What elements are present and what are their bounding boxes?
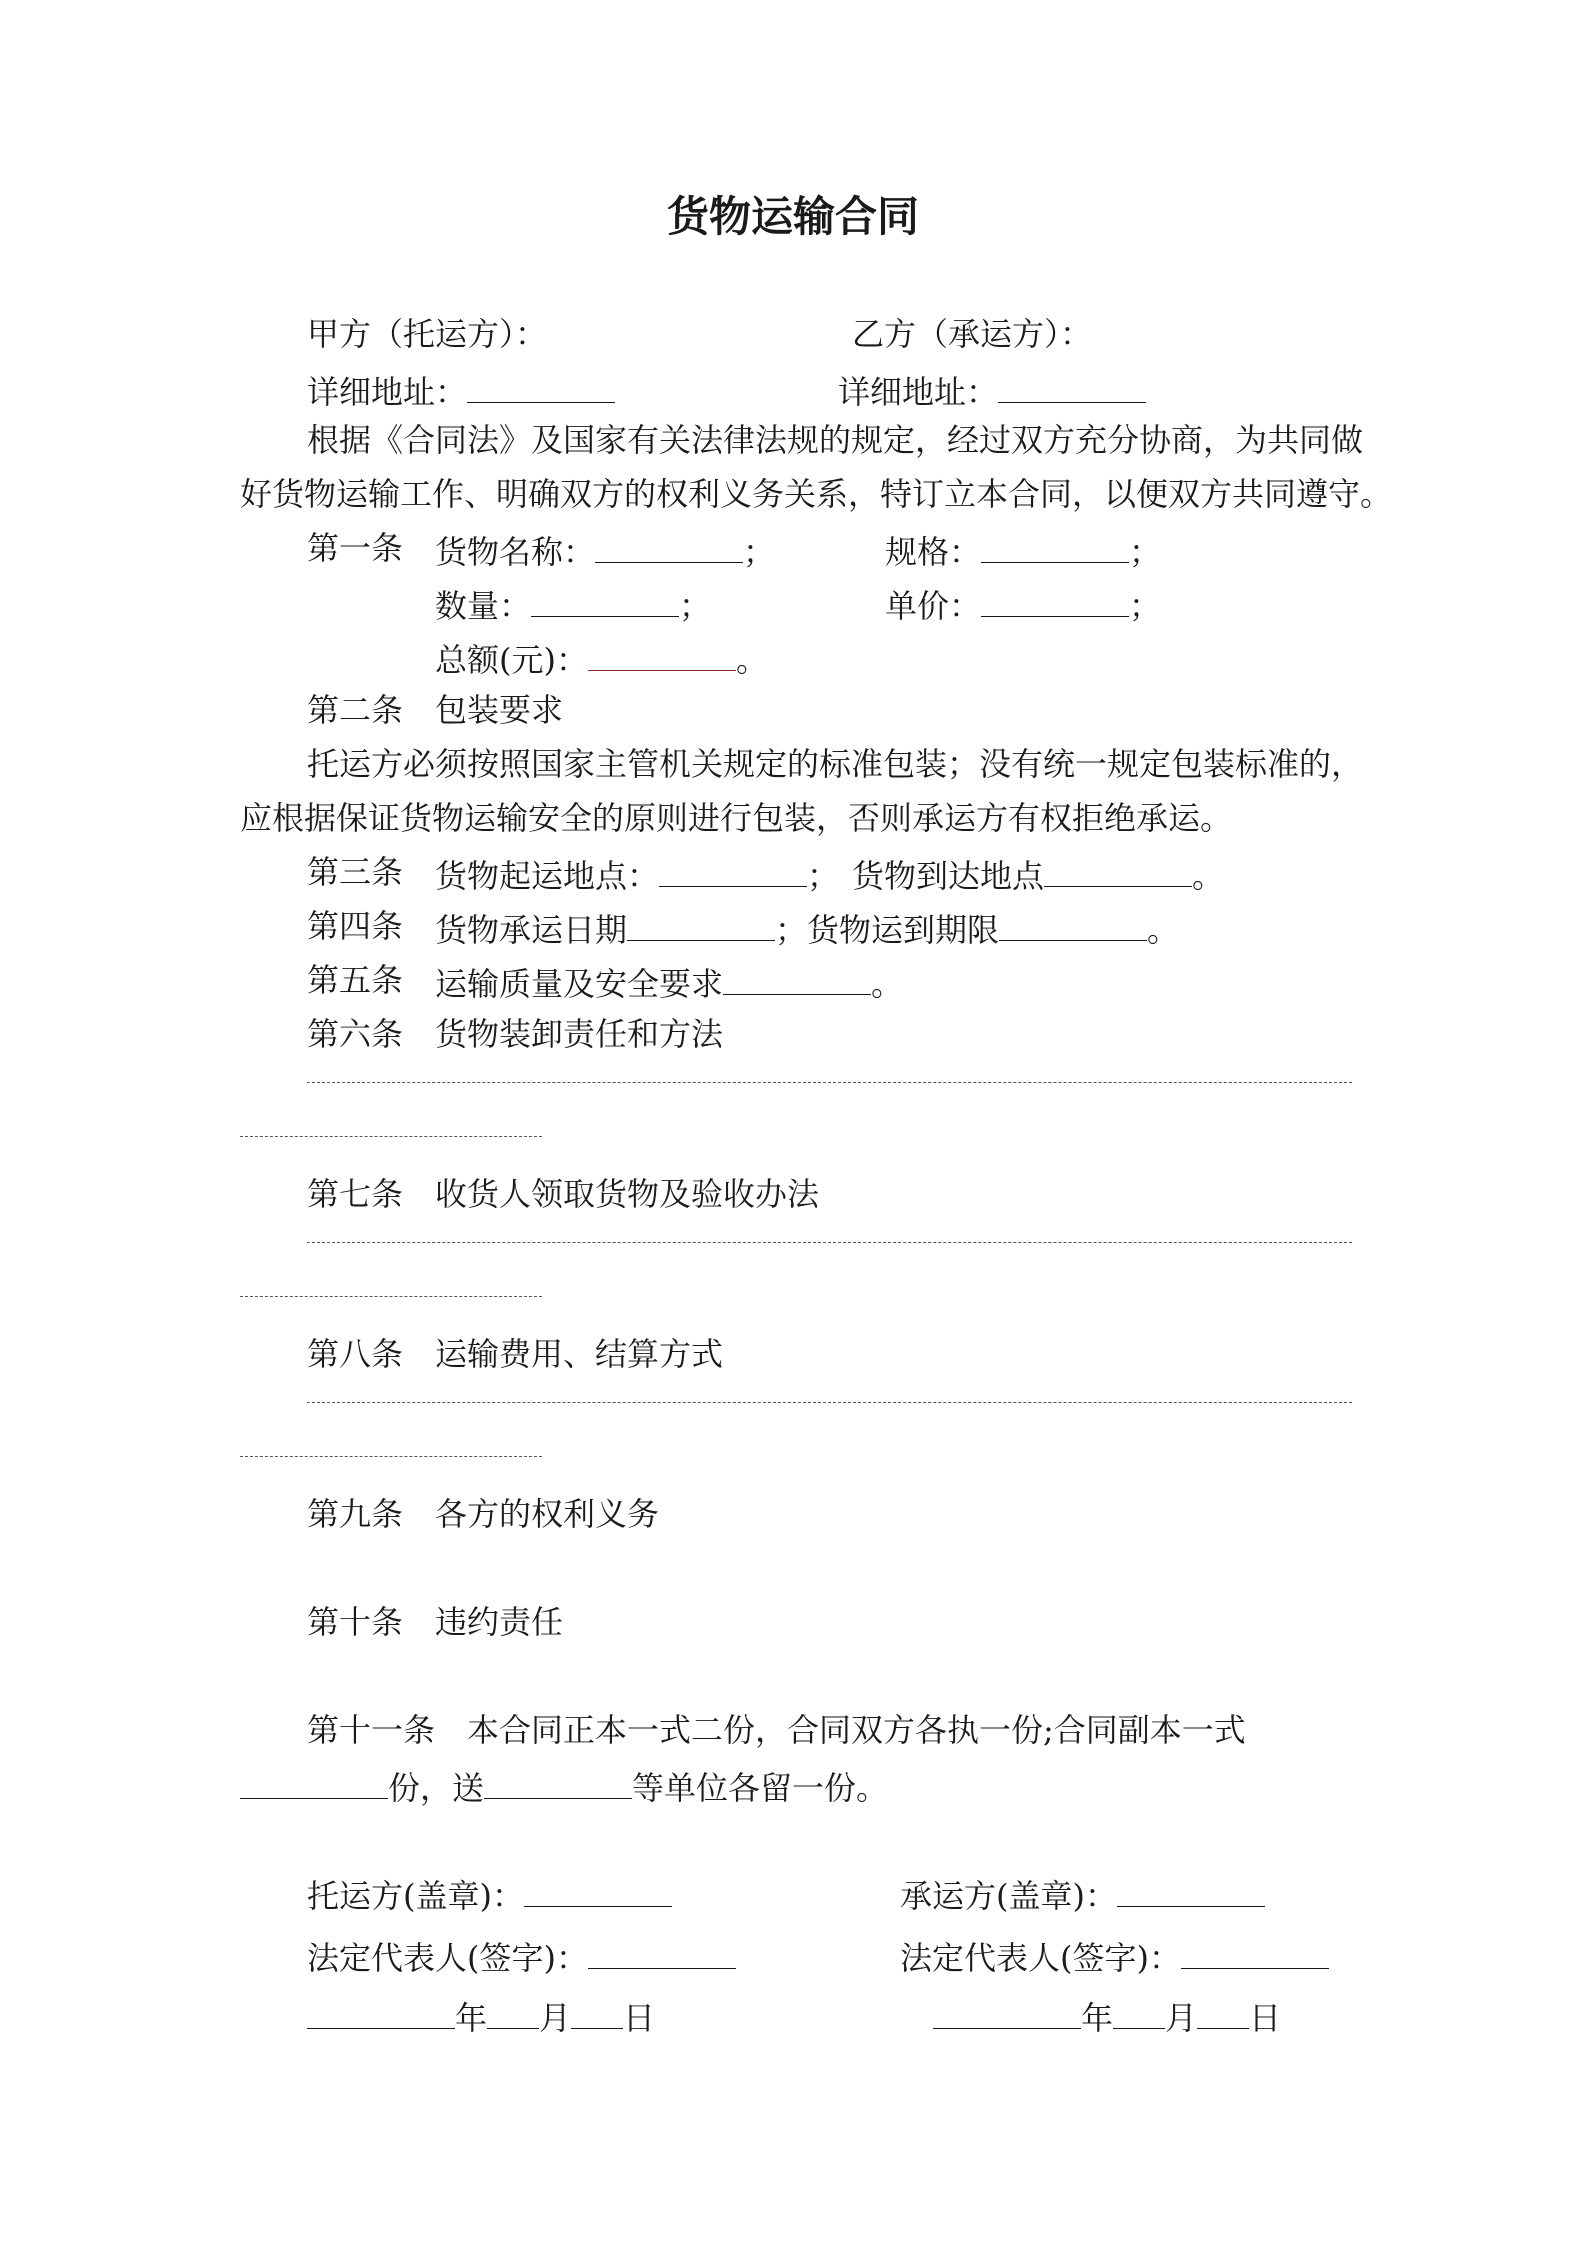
article-4-label: 第四条 xyxy=(307,907,404,945)
shipper-seal xyxy=(307,1876,672,1915)
unit-price xyxy=(885,586,1162,625)
article-7-label: 第七条 xyxy=(307,1175,404,1213)
article-5-blank xyxy=(723,964,871,995)
article-1-label: 第一条 xyxy=(307,529,404,567)
shipper-day-blank xyxy=(571,1998,623,2029)
shipper-legal-rep xyxy=(307,1938,736,1977)
article-10-label: 第十条 xyxy=(307,1603,404,1641)
article-11-label: 第十一条 xyxy=(307,1711,436,1749)
article-8-fill-line-2 xyxy=(240,1456,542,1457)
total-end: 。 xyxy=(735,641,768,679)
quantity xyxy=(435,586,712,625)
goods-name xyxy=(435,532,776,571)
address-b-label: 详细地址： xyxy=(838,373,999,411)
address-a-blank xyxy=(467,372,615,403)
document-title: 货物运输合同 xyxy=(666,192,919,241)
unit-price-sep: ； xyxy=(1129,587,1162,625)
party-a-label: 甲方（托运方）： xyxy=(307,315,548,353)
article-11-line-2 xyxy=(240,1768,889,1807)
address-b xyxy=(838,372,1146,411)
carrier-seal xyxy=(900,1876,1265,1915)
article-8-text: 运输费用、结算方式 xyxy=(435,1335,724,1373)
carrier-legal-rep-label: 法定代表人(签字)： xyxy=(900,1939,1181,1977)
spec-blank xyxy=(981,532,1129,563)
total-label: 总额(元)： xyxy=(435,641,588,679)
carrier-date xyxy=(933,1998,1282,2037)
article-6-label: 第六条 xyxy=(307,1015,404,1053)
destination-blank xyxy=(1044,856,1192,887)
quantity-blank xyxy=(531,586,679,617)
spec-label: 规格： xyxy=(885,533,982,571)
article-7-fill-line-2 xyxy=(240,1296,542,1297)
article-3-body xyxy=(435,856,840,895)
article-6-fill-line-1 xyxy=(307,1082,1352,1083)
article-3-label: 第三条 xyxy=(307,853,404,891)
spec-sep: ； xyxy=(1129,533,1162,571)
deadline-label: 货物运到期限 xyxy=(807,911,1000,949)
total xyxy=(435,640,768,679)
article-2-line-1: 托运方必须按照国家主管机关规定的标准包装；没有统一规定包装标准的， xyxy=(307,745,1364,783)
shipper-day-label: 日 xyxy=(623,1999,656,2037)
ship-date-sep: ； xyxy=(775,911,808,949)
goods-name-sep: ； xyxy=(743,533,776,571)
address-a xyxy=(307,372,615,411)
ship-date-blank xyxy=(627,910,775,941)
address-b-blank xyxy=(998,372,1146,403)
carrier-seal-blank xyxy=(1117,1876,1265,1907)
carrier-year-blank xyxy=(933,1998,1081,2029)
carrier-seal-label: 承运方(盖章)： xyxy=(900,1877,1117,1915)
carrier-month-blank xyxy=(1113,1998,1165,2029)
article-6-fill-line-2 xyxy=(240,1136,542,1137)
shipper-legal-rep-label: 法定代表人(签字)： xyxy=(307,1939,588,1977)
carrier-legal-rep-blank xyxy=(1181,1938,1329,1969)
article-5-end: 。 xyxy=(871,965,904,1003)
article-9-label: 第九条 xyxy=(307,1495,404,1533)
article-2-line-2: 应根据保证货物运输安全的原则进行包装，否则承运方有权拒绝承运。 xyxy=(240,799,1233,837)
article-2-label: 第二条 xyxy=(307,691,404,729)
quantity-sep: ； xyxy=(679,587,712,625)
origin-sep: ； xyxy=(807,857,840,895)
article-5-body xyxy=(435,964,904,1003)
article-7-text: 收货人领取货物及验收办法 xyxy=(435,1175,820,1213)
article-8-label: 第八条 xyxy=(307,1335,404,1373)
preamble-line-1: 根据《合同法》及国家有关法律法规的规定，经过双方充分协商，为共同做 xyxy=(307,421,1364,459)
goods-name-blank xyxy=(595,532,743,563)
article-10-text: 违约责任 xyxy=(435,1603,564,1641)
article-6-text: 货物装卸责任和方法 xyxy=(435,1015,724,1053)
units-suffix: 等单位各留一份。 xyxy=(632,1769,889,1807)
article-11-text: 本合同正本一式二份，合同双方各执一份;合同副本一式 xyxy=(467,1711,1246,1749)
article-5-text: 运输质量及安全要求 xyxy=(435,965,724,1003)
article-5-label: 第五条 xyxy=(307,961,404,999)
spec xyxy=(885,532,1162,571)
article-9-text: 各方的权利义务 xyxy=(435,1495,660,1533)
carrier-day-blank xyxy=(1197,1998,1249,2029)
destination-label: 货物到达地点 xyxy=(852,857,1045,895)
copies-blank xyxy=(240,1768,388,1799)
total-blank xyxy=(588,640,736,671)
shipper-seal-label: 托运方(盖章)： xyxy=(307,1877,524,1915)
destination-end: 。 xyxy=(1192,857,1225,895)
preamble-line-2: 好货物运输工作、明确双方的权利义务关系，特订立本合同，以便双方共同遵守。 xyxy=(240,475,1393,513)
article-8-fill-line-1 xyxy=(307,1402,1352,1403)
origin-label: 货物起运地点： xyxy=(435,857,660,895)
carrier-day-label: 日 xyxy=(1249,1999,1282,2037)
origin-blank xyxy=(659,856,807,887)
shipper-year-label: 年 xyxy=(455,1999,488,2037)
ship-date-label: 货物承运日期 xyxy=(435,911,628,949)
units-blank xyxy=(484,1768,632,1799)
carrier-month-label: 月 xyxy=(1165,1999,1198,2037)
copies-suffix: 份，送 xyxy=(388,1769,485,1807)
shipper-date xyxy=(307,1998,656,2037)
article-2-heading: 包装要求 xyxy=(435,691,564,729)
shipper-month-blank xyxy=(487,1998,539,2029)
destination xyxy=(852,856,1225,895)
party-b-label: 乙方（承运方）： xyxy=(852,315,1093,353)
address-a-label: 详细地址： xyxy=(307,373,468,411)
shipper-month-label: 月 xyxy=(539,1999,572,2037)
article-7-fill-line-1 xyxy=(307,1242,1352,1243)
quantity-label: 数量： xyxy=(435,587,532,625)
carrier-legal-rep xyxy=(900,1938,1329,1977)
article-4-body xyxy=(435,910,1180,949)
deadline-blank xyxy=(999,910,1147,941)
deadline-end: 。 xyxy=(1147,911,1180,949)
shipper-year-blank xyxy=(307,1998,455,2029)
shipper-legal-rep-blank xyxy=(588,1938,736,1969)
unit-price-label: 单价： xyxy=(885,587,982,625)
goods-name-label: 货物名称： xyxy=(435,533,596,571)
carrier-year-label: 年 xyxy=(1081,1999,1114,2037)
unit-price-blank xyxy=(981,586,1129,617)
shipper-seal-blank xyxy=(524,1876,672,1907)
